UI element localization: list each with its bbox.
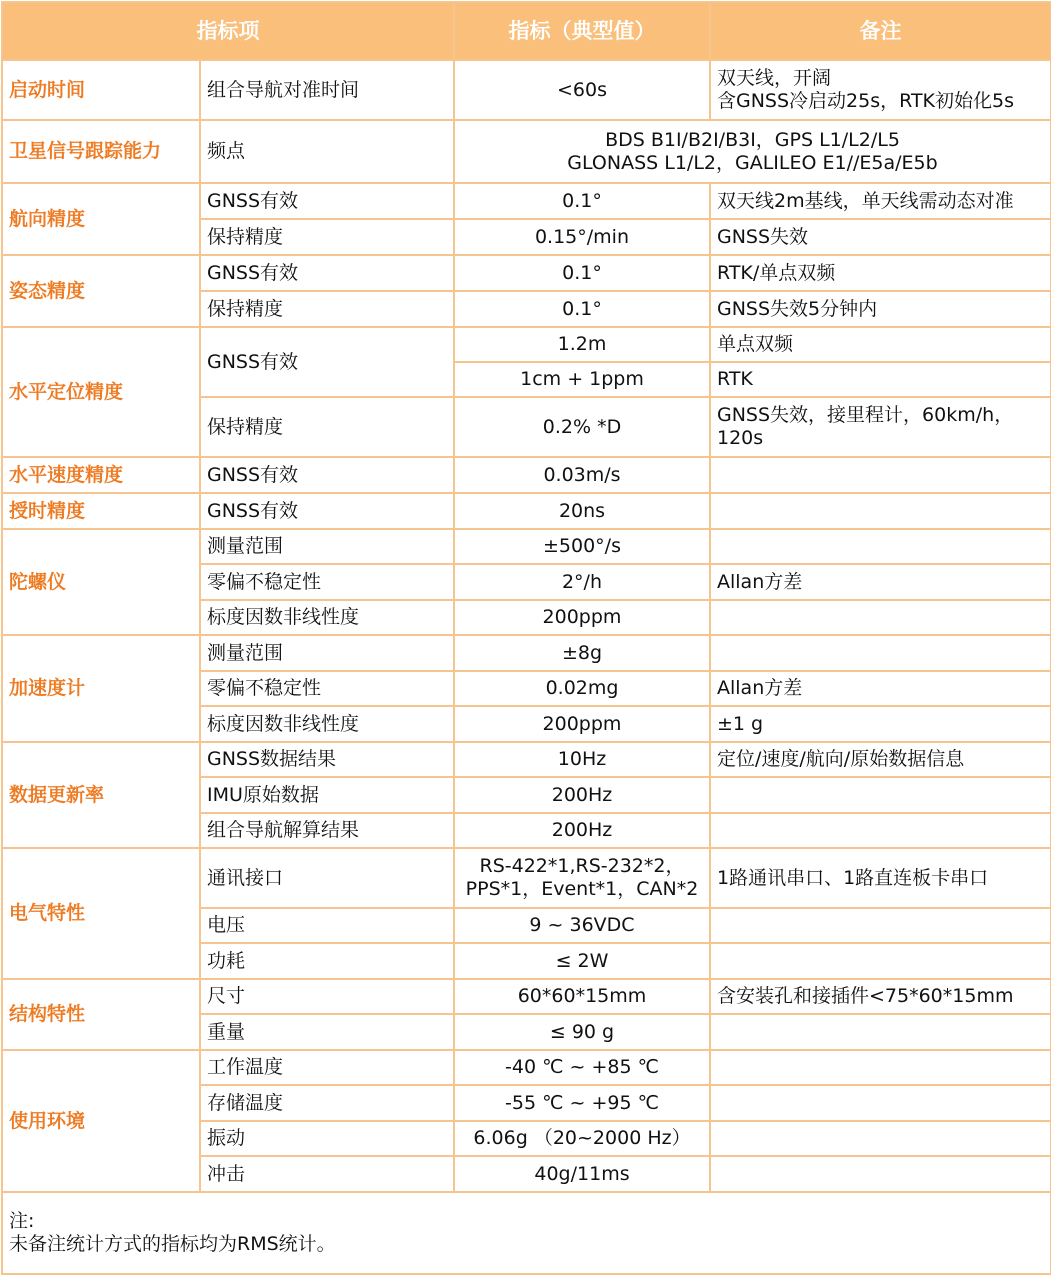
item-cell: 保持精度 — [200, 219, 454, 255]
footnote-label: 注: — [9, 1210, 35, 1232]
item-cell: 组合导航对准时间 — [200, 60, 454, 120]
note-cell — [710, 600, 1051, 635]
value-cell: 9 ~ 36VDC — [454, 908, 710, 943]
item-cell: 重量 — [200, 1014, 454, 1050]
footnote-text: 未备注统计方式的指标均为RMS统计。 — [9, 1233, 336, 1255]
note-cell — [710, 1085, 1051, 1121]
note-cell: 双天线2m基线，单天线需动态对准 — [710, 183, 1051, 219]
value-cell: 200Hz — [454, 813, 710, 848]
category-rate: 数据更新率 — [2, 742, 200, 848]
item-cell: 零偏不稳定性 — [200, 671, 454, 706]
item-cell: 标度因数非线性度 — [200, 706, 454, 742]
item-cell: 存储温度 — [200, 1085, 454, 1121]
item-cell: 测量范围 — [200, 635, 454, 671]
item-cell: 保持精度 — [200, 291, 454, 327]
value-cell: 0.1° — [454, 291, 710, 327]
category-satellite: 卫星信号跟踪能力 — [2, 120, 200, 183]
category-startup: 启动时间 — [2, 60, 200, 120]
category-electrical: 电气特性 — [2, 848, 200, 979]
note-cell — [710, 908, 1051, 943]
note-cell — [710, 493, 1051, 529]
item-cell: 振动 — [200, 1121, 454, 1156]
value-cell: 10Hz — [454, 742, 710, 777]
note-cell: 含安装孔和接插件<75*60*15mm — [710, 979, 1051, 1014]
note-cell — [710, 1121, 1051, 1156]
table-row — [2, 457, 1051, 493]
note-cell: 定位/速度/航向/原始数据信息 — [710, 742, 1051, 777]
table-row — [2, 120, 1051, 183]
value-line: PPS*1，Event*1，CAN*2 — [465, 878, 699, 900]
note-line: 双天线，开阔 — [717, 67, 832, 89]
value-cell: 2°/h — [454, 564, 710, 600]
value-line: RS-422*1,RS-232*2， — [479, 855, 685, 877]
item-cell: 尺寸 — [200, 979, 454, 1014]
note-cell: 1路通讯串口、1路直连板卡串口 — [710, 848, 1051, 908]
value-cell: 200ppm — [454, 706, 710, 742]
item-cell: 保持精度 — [200, 397, 454, 457]
value-line: GLONASS L1/L2，GALILEO E1//E5a/E5b — [567, 151, 938, 174]
table-row — [2, 183, 1051, 219]
item-cell: 电压 — [200, 908, 454, 943]
footnote — [2, 1192, 1051, 1274]
value-cell: 1cm + 1ppm — [454, 362, 710, 397]
category-environment: 使用环境 — [2, 1050, 200, 1192]
header-item: 指标项 — [2, 2, 454, 60]
value-cell: 20ns — [454, 493, 710, 529]
value-cell: ±8g — [454, 635, 710, 671]
table-row — [2, 60, 1051, 120]
category-structure: 结构特性 — [2, 979, 200, 1050]
note-line: 120s — [717, 427, 764, 449]
value-cell: <60s — [454, 60, 710, 120]
item-cell: 工作温度 — [200, 1050, 454, 1085]
item-cell: IMU原始数据 — [200, 777, 454, 813]
item-cell: 频点 — [200, 120, 454, 183]
item-cell: GNSS有效 — [200, 457, 454, 493]
value-line: BDS B1I/B2I/B3I，GPS L1/L2/L5 — [605, 128, 900, 151]
table-row — [2, 848, 1051, 908]
note-cell: RTK/单点双频 — [710, 255, 1051, 291]
note-cell — [710, 1050, 1051, 1085]
note-cell: GNSS失效 — [710, 219, 1051, 255]
value-cell: 0.1° — [454, 183, 710, 219]
spec-table — [1, 1, 1051, 1275]
table-row — [2, 635, 1051, 671]
value-cell: 60*60*15mm — [454, 979, 710, 1014]
note-cell: GNSS失效5分钟内 — [710, 291, 1051, 327]
table-row — [2, 742, 1051, 777]
value-cell: -55 ℃ ~ +95 ℃ — [454, 1085, 710, 1121]
header-row — [2, 2, 1051, 60]
value-cell: 0.1° — [454, 255, 710, 291]
note-cell — [710, 635, 1051, 671]
category-accel: 加速度计 — [2, 635, 200, 742]
note-cell — [710, 777, 1051, 813]
note-cell — [710, 813, 1051, 848]
table-row — [2, 529, 1051, 564]
note-cell — [710, 60, 1051, 120]
note-cell: Allan方差 — [710, 671, 1051, 706]
value-cell: 200ppm — [454, 600, 710, 635]
value-cell — [454, 120, 1051, 183]
item-cell: GNSS有效 — [200, 255, 454, 291]
footnote-row — [2, 1192, 1051, 1274]
item-cell: GNSS有效 — [200, 327, 454, 397]
note-cell: 单点双频 — [710, 327, 1051, 362]
note-cell — [710, 457, 1051, 493]
header-note: 备注 — [710, 2, 1051, 60]
value-cell: 6.06g （20~2000 Hz） — [454, 1121, 710, 1156]
header-value: 指标（典型值） — [454, 2, 710, 60]
table-row — [2, 327, 1051, 362]
item-cell: GNSS有效 — [200, 493, 454, 529]
category-heading: 航向精度 — [2, 183, 200, 255]
item-cell: 功耗 — [200, 943, 454, 979]
value-cell: 0.02mg — [454, 671, 710, 706]
table-row — [2, 1050, 1051, 1085]
value-cell: 0.03m/s — [454, 457, 710, 493]
note-cell — [710, 1014, 1051, 1050]
note-cell — [710, 943, 1051, 979]
item-cell: 零偏不稳定性 — [200, 564, 454, 600]
value-cell: ≤ 90 g — [454, 1014, 710, 1050]
value-cell: 40g/11ms — [454, 1156, 710, 1192]
item-cell: 冲击 — [200, 1156, 454, 1192]
item-cell: 组合导航解算结果 — [200, 813, 454, 848]
item-cell: 测量范围 — [200, 529, 454, 564]
category-hpos: 水平定位精度 — [2, 327, 200, 457]
note-line: GNSS失效，接里程计，60km/h， — [717, 404, 1014, 426]
item-cell: 标度因数非线性度 — [200, 600, 454, 635]
item-cell: GNSS数据结果 — [200, 742, 454, 777]
item-cell: GNSS有效 — [200, 183, 454, 219]
value-cell: 200Hz — [454, 777, 710, 813]
note-cell — [710, 529, 1051, 564]
value-cell: -40 ℃ ~ +85 ℃ — [454, 1050, 710, 1085]
note-cell — [710, 397, 1051, 457]
value-cell: ±500°/s — [454, 529, 710, 564]
table-row — [2, 979, 1051, 1014]
table-row — [2, 255, 1051, 291]
table-row — [2, 493, 1051, 529]
category-attitude: 姿态精度 — [2, 255, 200, 327]
value-cell: 1.2m — [454, 327, 710, 362]
note-line: 含GNSS冷启动25s，RTK初始化5s — [717, 90, 1015, 112]
value-cell: 0.15°/min — [454, 219, 710, 255]
note-cell — [710, 1156, 1051, 1192]
category-hvel: 水平速度精度 — [2, 457, 200, 493]
value-cell — [454, 848, 710, 908]
category-gyro: 陀螺仪 — [2, 529, 200, 635]
note-cell: ±1 g — [710, 706, 1051, 742]
category-timing: 授时精度 — [2, 493, 200, 529]
note-cell: RTK — [710, 362, 1051, 397]
value-cell: 0.2% *D — [454, 397, 710, 457]
note-cell: Allan方差 — [710, 564, 1051, 600]
value-cell: ≤ 2W — [454, 943, 710, 979]
item-cell: 通讯接口 — [200, 848, 454, 908]
